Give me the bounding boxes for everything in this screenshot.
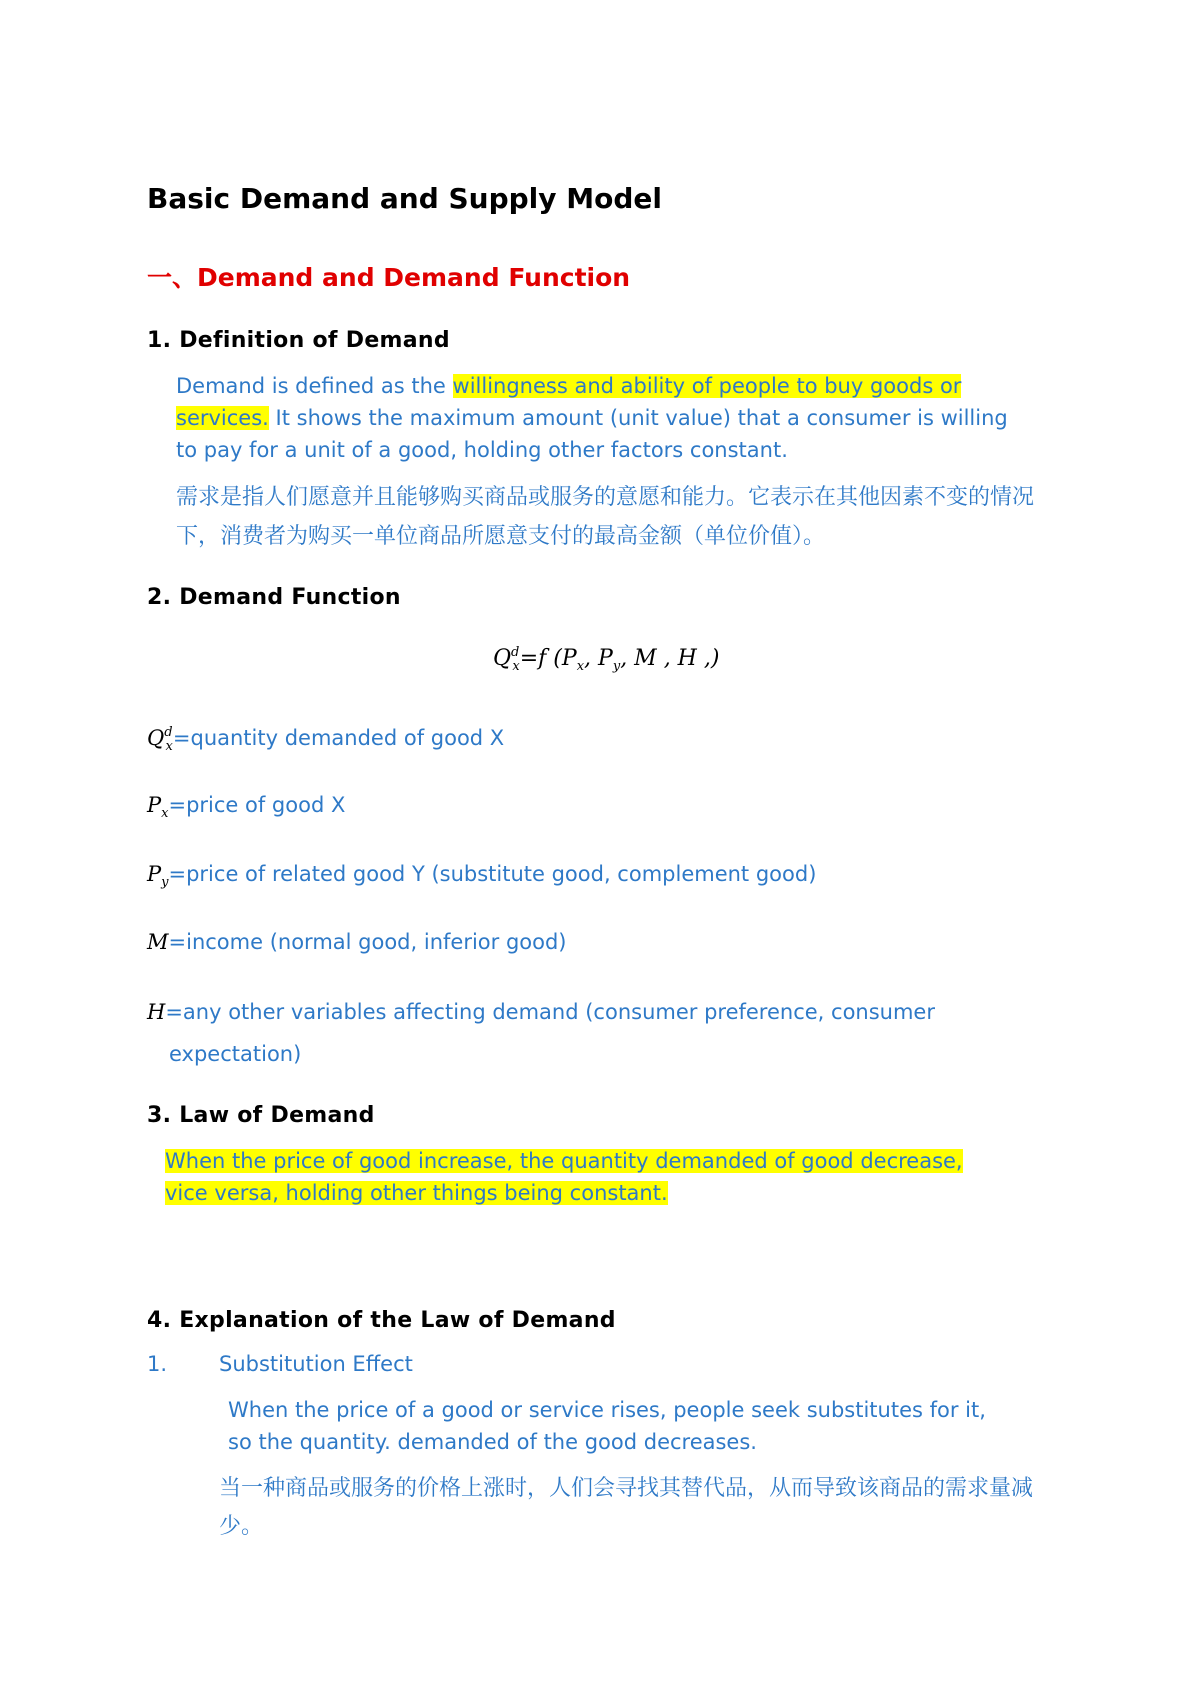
formula-rhs: =f (P (519, 646, 577, 671)
subheading-definition: 1. Definition of Demand (147, 328, 450, 353)
section-heading-demand: 一、Demand and Demand Function (147, 263, 631, 292)
law-highlight-2: vice versa, holding other things being constant. (165, 1181, 668, 1205)
definition-text: =price of good X (168, 793, 346, 817)
list-item-title: Substitution Effect (219, 1352, 413, 1376)
definition-py (147, 862, 816, 890)
formula-comma: , P (584, 646, 613, 671)
symbol: P (147, 862, 162, 886)
symbol: M (147, 930, 169, 954)
substitution-en-line-2: so the quantity. demanded of the good decreases. (228, 1430, 757, 1454)
definition-highlight-cont: services. (176, 406, 269, 430)
definition-px (147, 793, 345, 821)
substitution-zh-line-1: 当一种商品或服务的价格上涨时，人们会寻找其替代品，从而导致该商品的需求量减 (219, 1476, 1034, 1501)
formula-q: Q (493, 646, 512, 671)
symbol: Q (147, 726, 165, 750)
definition-text-plain: Demand is defined as the (176, 374, 453, 398)
law-line-2 (165, 1177, 668, 1209)
definition-text: =income (normal good, inferior good) (168, 930, 567, 954)
definition-line-1 (176, 370, 961, 402)
formula-rest: , M , H ,) (620, 646, 720, 671)
definition-text: =quantity demanded of good X (172, 726, 505, 750)
formula-py-sub: y (612, 659, 621, 674)
definition-qxd (147, 725, 504, 754)
definition-text: =price of related good Y (substitute good, complement good) (168, 862, 817, 886)
symbol-sub: x (161, 806, 169, 821)
definition-text-cont: It shows the maximum amount (unit value) that a consumer is willing (268, 406, 1008, 430)
symbol: P (147, 793, 162, 817)
demand-function-formula (493, 645, 719, 674)
symbol-sup: d (164, 725, 173, 740)
document-title: Basic Demand and Supply Model (147, 182, 663, 215)
substitution-en-line-1: When the price of a good or service rises, people seek substitutes for it, (228, 1398, 986, 1422)
law-highlight-1: When the price of good increase, the quantity demanded of good decrease, (165, 1149, 963, 1173)
definition-h (147, 1000, 935, 1024)
subheading-law-of-demand: 3. Law of Demand (147, 1103, 375, 1128)
definition-chinese-line-1: 需求是指人们愿意并且能够购买商品或服务的意愿和能力。它表示在其他因素不变的情况 (176, 485, 1035, 510)
definition-line-3: to pay for a unit of a good, holding other factors constant. (176, 438, 788, 462)
definition-h-continuation: expectation) (169, 1042, 302, 1066)
formula-q-sub: x (512, 659, 520, 674)
substitution-zh-line-2: 少。 (219, 1514, 264, 1539)
list-item-number: 1. (147, 1352, 168, 1376)
subheading-demand-function: 2. Demand Function (147, 585, 401, 610)
definition-chinese-line-2: 下，消费者为购买一单位商品所愿意支付的最高金额（单位价值）。 (176, 524, 826, 549)
symbol-sub: y (161, 875, 169, 890)
formula-q-sup: d (511, 645, 520, 660)
symbol: H (147, 1000, 166, 1024)
definition-text: =any other variables affecting demand (consumer preference, consumer (165, 1000, 935, 1024)
definition-highlight: willingness and ability of people to buy goods or (452, 374, 962, 398)
law-line-1 (165, 1145, 963, 1177)
subheading-explanation: 4. Explanation of the Law of Demand (147, 1308, 616, 1333)
definition-m (147, 930, 567, 954)
formula-px-sub: x (576, 659, 585, 674)
definition-line-2 (176, 402, 1008, 434)
symbol-sub: x (165, 739, 173, 754)
